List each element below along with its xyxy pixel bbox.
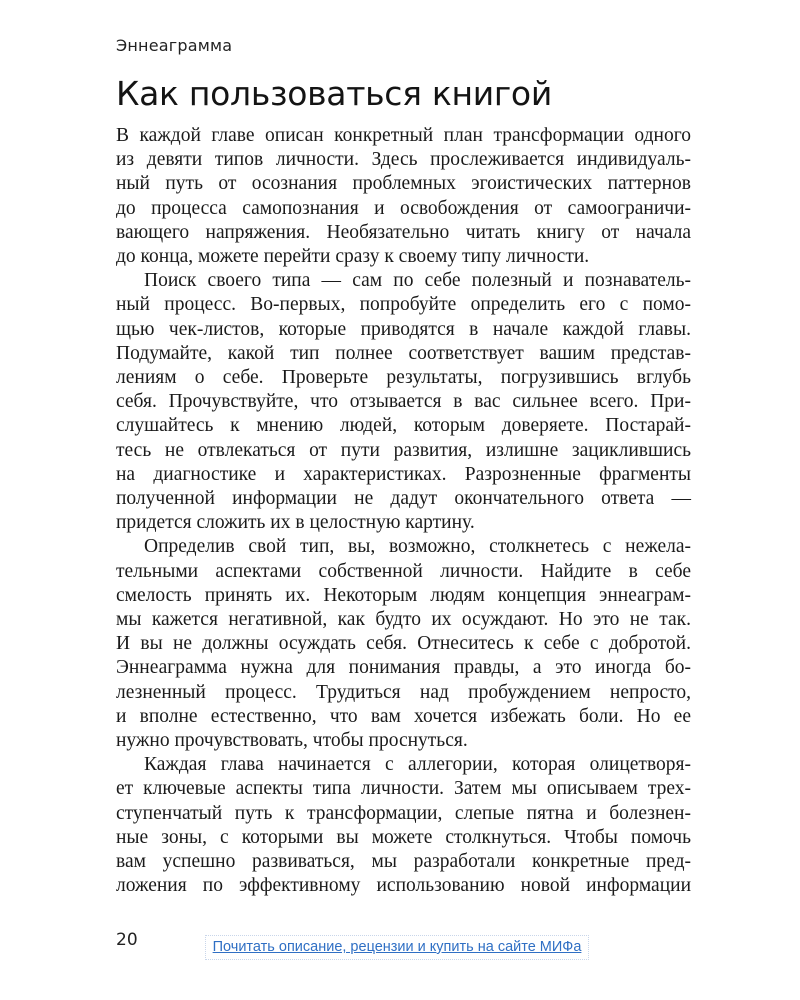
text-line: тесь не отвлекаться от пути развития, излишне зациклившись: [116, 439, 691, 461]
page-number: 20: [116, 930, 138, 950]
text-line: и вполне естественно, что вам хочется избежать боли. Но ее: [116, 705, 691, 727]
text-line: И вы не должны осуждать себя. Отнеситесь к себе с добротой.: [116, 633, 691, 655]
text-line: мы кажется негативной, как будто их осуждают. Но это не так.: [116, 609, 691, 631]
text-line: лезненный процесс. Трудиться над пробуждением непросто,: [116, 681, 691, 703]
text-line: на диагностике и характеристиках. Разрозненные фрагменты: [116, 463, 691, 485]
text-line: полученной информации не дадут окончательного ответа —: [116, 488, 691, 510]
text-line: В каждой главе описан конкретный план трансформации одного: [116, 125, 691, 146]
text-line: щью чек-листов, которые приводятся в начале каждой главы.: [116, 318, 691, 340]
text-line: ет ключевые аспекты типа личности. Затем мы описываем трех-: [116, 778, 691, 800]
text-line: смелость принять их. Некоторым людям концепция эннеаграм-: [116, 584, 691, 606]
text-line: до процесса самопознания и освобождения от самоограничи-: [116, 197, 691, 219]
chapter-title: Как пользоваться книгой: [116, 74, 552, 113]
text-line: ный путь от осознания проблемных эгоистических паттернов: [116, 173, 691, 195]
text-line: Эннеаграмма нужна для понимания правды, а это иногда бо-: [116, 657, 691, 679]
text-line: вам успешно развиваться, мы разработали конкретные пред-: [116, 851, 691, 873]
running-head: Эннеаграмма: [116, 36, 233, 55]
text-line: ложения по эффективному использованию новой информации: [116, 875, 691, 897]
text-line: Определив свой тип, вы, возможно, столкнетесь с нежела-: [144, 536, 691, 558]
text-line: ступенчатый путь к трансформации, слепые пятна и болезнен-: [116, 802, 691, 824]
text-line: ный процесс. Во-первых, попробуйте определить его с помо-: [116, 294, 691, 316]
text-line: ные зоны, с которыми вы можете столкнуться. Чтобы помочь: [116, 826, 691, 848]
text-line: Поиск своего типа — сам по себе полезный и познаватель-: [144, 270, 691, 292]
body-text: [116, 124, 691, 899]
text-line: тельными аспектами собственной личности. Найдите в себе: [116, 560, 691, 582]
text-line: Подумайте, какой тип полнее соответствует вашим представ-: [116, 342, 691, 364]
text-line: до конца, можете перейти сразу к своему типу личности.: [116, 246, 590, 268]
text-line: вающего напряжения. Необязательно читать книгу от начала: [116, 221, 691, 243]
text-line: нужно прочувствовать, чтобы проснуться.: [116, 730, 468, 752]
text-line: придется сложить их в целостную картину.: [116, 512, 475, 534]
text-line: слушайтесь к мнению людей, которым доверяете. Постарай-: [116, 415, 691, 437]
text-line: из девяти типов личности. Здесь прослеживается индивидуаль-: [116, 149, 691, 171]
text-line: лениям о себе. Проверьте результаты, погрузившись вглубь: [116, 367, 691, 389]
text-line: себя. Прочувствуйте, что отзывается в вас сильнее всего. При-: [116, 391, 691, 413]
buy-book-link[interactable]: Почитать описание, рецензии и купить на сайте МИФа: [205, 935, 589, 960]
text-line: Каждая глава начинается с аллегории, которая олицетворя-: [144, 754, 691, 776]
